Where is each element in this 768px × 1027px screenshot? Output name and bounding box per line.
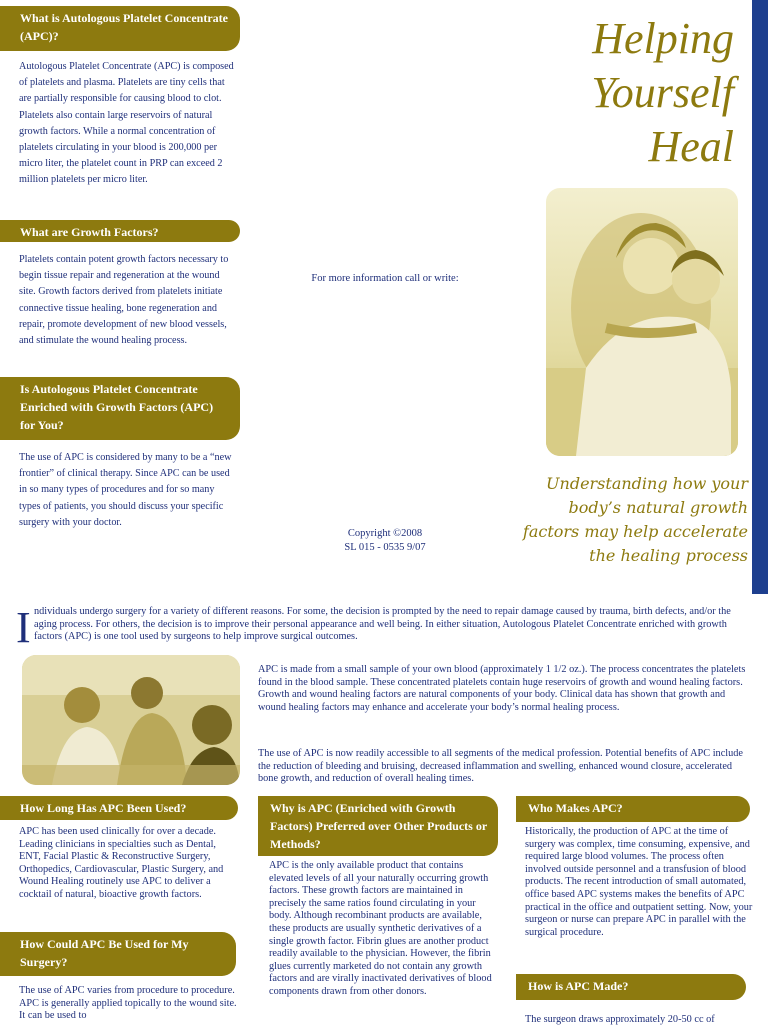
couple-illustration — [546, 188, 738, 456]
title-line: Yourself — [591, 68, 734, 117]
paragraph-why-apc-preferred: APC is the only available product that contains elevated levels of all your naturally occurring growth factors. These growth factors are maintained in precisely the same ratios found circulating in your body. Although recombinant products are available, these products are usually synthetic derivatives of a single growth factor. Fibrin glues are another product readily available to the physician. However, the fibrin glues currently marketed do not contain any growth factors and are virally inactivated derivatives of blood components drawn from other donors. — [269, 860, 492, 997]
copyright: Copyright ©2008 — [347, 528, 423, 539]
heading-text: What are Growth Factors? — [20, 225, 159, 239]
couple-photo — [546, 188, 738, 456]
intro-dropcap: I — [16, 603, 31, 652]
title-line: Heal — [648, 122, 734, 171]
paragraph-growth-factors: Platelets contain potent growth factors necessary to begin tissue repair and regeneration at the wound site. Growth factors derived from platelets initiate connective tissue healing, bone regeneration and repair, promote development of new blood vessels, and stimulate the wound healing process. — [19, 254, 229, 347]
heading-text: How Could APC Be Used for My Surgery? — [20, 937, 189, 969]
paragraph-how-is-apc-made: The surgeon draws approximately 20-50 cc of — [525, 1014, 715, 1025]
heading-who-makes-apc — [516, 796, 750, 822]
intro-paragraph: ndividuals undergo surgery for a variety of different reasons. For some, the decision is prompted by the need to repair damage caused by trauma, birth defects, and/or the aging process. For others, the decision is to improve their personal appearance and well being. In either situation, Autologous Platelet Concentrate enriched with growth factors (APC) is one tool used by surgeons to help improve surgical outcomes. — [34, 606, 731, 643]
paragraph-who-makes-apc: Historically, the production of APC at the time of surgery was complex, time consuming, expensive, and required large blood volumes. The process often involved outside personnel and a transfusion of blood products. The recent introduction of small automated, office based APC systems makes the benefits of APC practical in the office and outpatient setting. Now, your surgeon or nurse can prepare APC in parallel with the surgical procedure. — [525, 826, 753, 938]
heading-how-is-apc-made — [516, 974, 746, 1000]
title-line: Helping — [592, 14, 734, 63]
paragraph-how-long-used: APC has been used clinically for over a decade. Leading clinicians in specialties such as Dental, ENT, Facial Plastic & Reconstructive Surgery, Orthopedics, Cardiovascular, Plastic Surgery, and Wound Healing routinely use APC to deliver a cocktail of natural, bioactive growth factors. — [19, 826, 224, 900]
document-code: SL 015 - 0535 9/07 — [344, 542, 426, 553]
heading-text: How is APC Made? — [528, 979, 629, 993]
heading-what-is-apc — [0, 6, 240, 51]
paragraph-what-is-apc: Autologous Platelet Concentrate (APC) is composed of platelets and plasma. Platelets are tiny cells that are partially responsible for causing blood to clot. Platelets also contain large reservoirs of natural growth factors. While a normal concentration of platelets circulating in your blood is 200,000 per micro liter, the platelet count in PRP can exceed 2 million platelets per micro liter. — [19, 61, 234, 186]
heading-text: What is Autologous Platelet Concentrate (APC)? — [20, 11, 228, 43]
paragraph-apc-made-from-blood: APC is made from a small sample of your own blood (approximately 1 1/2 oz.). The process concentrates the platelets found in the blood sample. These concentrated platelets contain huge reservoirs of growth and wound healing factors. Growth and wound healing factors are natural components of your body. Clinical data has shown that growth and wound healing factors may enhance and accelerate your body’s normal healing process. — [258, 664, 746, 713]
paragraph-how-could-apc-be-used: The use of APC varies from procedure to procedure. APC is generally applied topically to the wound site. It can be used to — [19, 985, 237, 1022]
heading-apc-for-you — [0, 377, 240, 440]
heading-how-long-used — [0, 796, 238, 820]
heading-why-apc-preferred — [258, 796, 498, 856]
paragraph-apc-for-you: The use of APC is considered by many to be a “new frontier” of clinical therapy. Since APC can be used in so many types of procedures and for so many types of patients, you should discuss your specific surgery with your doctor. — [19, 452, 232, 528]
heading-text: Why is APC (Enriched with Growth Factors) Preferred over Other Products or Methods? — [270, 801, 487, 851]
contact-info: For more information call or write: — [311, 273, 459, 284]
heading-text: How Long Has APC Been Used? — [20, 801, 187, 815]
paragraph-apc-benefits: The use of APC is now readily accessible to all segments of the medical profession. Potential benefits of APC include the reduction of bleeding and bruising, decreased inflammation and swelling, enhanced wound closure, accelerated bone growth, and reduction of overall healing times. — [258, 748, 743, 785]
consultation-photo — [22, 655, 240, 785]
heading-text: Is Autologous Platelet Concentrate Enriched with Growth Factors (APC) for You? — [20, 382, 214, 432]
heading-growth-factors — [0, 220, 240, 242]
cover-edge-stripe — [752, 0, 768, 594]
heading-text: Who Makes APC? — [528, 801, 623, 815]
heading-how-could-apc-be-used — [0, 932, 236, 976]
cover-title — [591, 12, 734, 174]
consultation-illustration — [22, 655, 240, 785]
cover-tagline: Understanding how your body’s natural growth factors may help accelerate the healing process — [522, 474, 748, 565]
